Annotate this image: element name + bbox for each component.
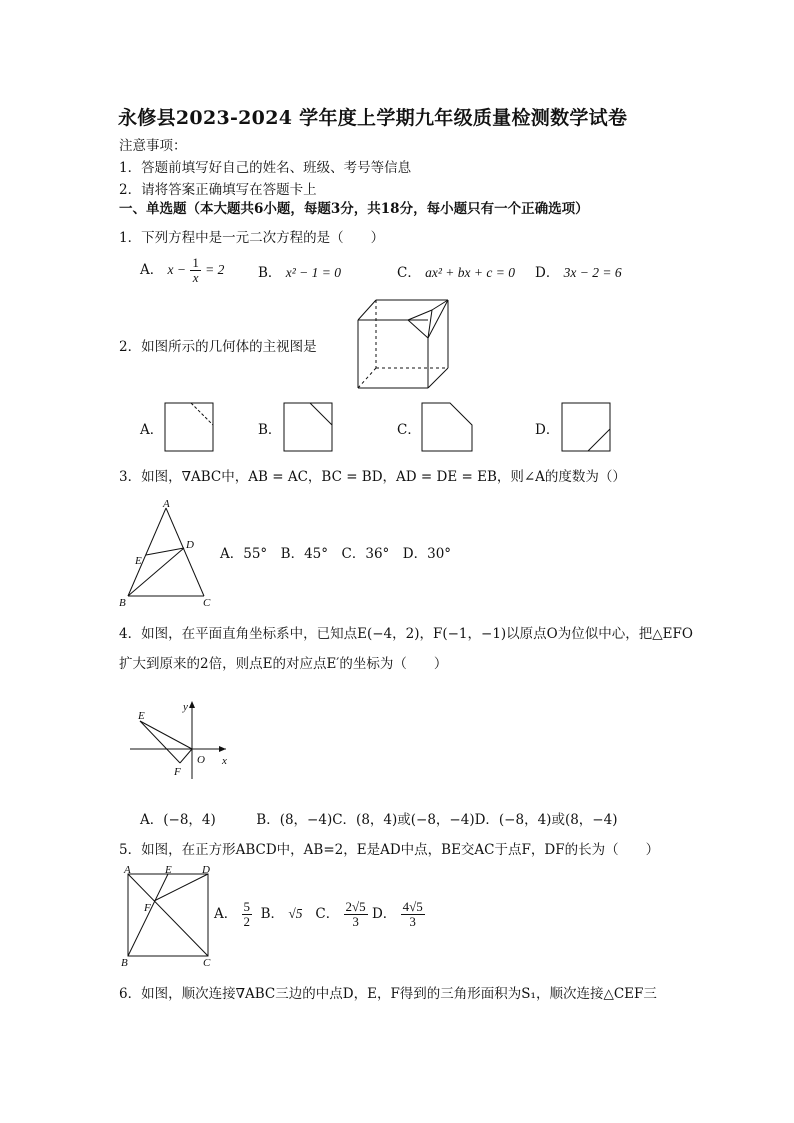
q2-option-d-figure: [561, 402, 613, 454]
q1-d-label: D．: [535, 265, 560, 281]
q5-label-f: F: [144, 902, 151, 914]
q3-options: A．55° B．45° C．36° D．30°: [220, 546, 452, 562]
q5-d-label: D．: [371, 906, 397, 922]
q5-a-denominator: 2: [243, 914, 251, 929]
q2-cut-top: [408, 310, 432, 320]
q1-a-label: A．: [140, 262, 164, 278]
notes-item-2: 2．请将答案正确填写在答题卡上: [119, 182, 317, 198]
q5-square-figure: [118, 864, 216, 970]
q1-b-label: B．: [258, 265, 282, 281]
q4-label-e: E: [138, 710, 145, 722]
q4-stem-line1: 4．如图，在平面直角坐标系中，已知点E(−4，2)，F(−1，−1)以原点O为位似中心，把△EFO: [119, 626, 693, 642]
q1-a-rhs: = 2: [205, 262, 225, 277]
q2-a-dashed-cut: [191, 403, 213, 425]
q5-stem: 5．如图，在正方形ABCD中，AB=2，E是AD中点，BE交AC于点F，DF的长为（ ）: [119, 842, 660, 858]
q4-stem-line2: 扩大到原来的2倍，则点E的对应点E′的坐标为（ ）: [119, 656, 448, 672]
q5-label-b: B: [121, 957, 128, 969]
q5-label-c: C: [203, 957, 211, 969]
q2-option-b-figure: [283, 402, 335, 454]
page-title: 永修县2023-2024 学年度上学期九年级质量检测数学试卷: [118, 107, 628, 129]
q3-stem: 3．如图，∇ABC中，AB = AC，BC = BD，AD = DE = EB，则∠A的度数为（）: [119, 469, 626, 485]
q5-options: [214, 900, 425, 929]
q5-c-numerator: 2√5: [345, 899, 366, 914]
q4-label-y: y: [183, 701, 188, 713]
q5-d-denominator: 3: [409, 914, 416, 929]
q3-label-e: E: [135, 555, 142, 567]
q4-x-arrow-icon: [219, 746, 226, 752]
q2-option-a-label: A．: [140, 422, 164, 438]
q3-segment-ed: [146, 548, 184, 555]
notes-item-1: 1．答题前填写好自己的姓名、班级、考号等信息: [119, 160, 412, 176]
q2-b-square: [284, 403, 332, 451]
q3-label-c: C: [203, 597, 211, 609]
q2-solid-figure: [352, 296, 452, 392]
q4-segment-eo: [140, 721, 192, 749]
q2-option-b-label: B．: [258, 422, 282, 438]
q5-a-numerator: 5: [243, 899, 251, 914]
q4-options: A．(−8，4) B．(8，−4)C．(8，4)或(−8，−4)D．(−8，4)或(8，−4): [140, 812, 618, 828]
q6-stem: 6．如图，顺次连接∇ABC三边的中点D，E，F得到的三角形面积为S₁，顺次连接△CEF三: [119, 986, 657, 1002]
q4-coordinate-figure: [126, 697, 236, 783]
q5-b-expr: √5: [288, 906, 303, 921]
q4-label-o: O: [197, 754, 205, 766]
section-1-header: 一、单选题（本大题共6小题，每题3分，共18分，每小题只有一个正确选项）: [119, 201, 589, 217]
q2-cut-front: [408, 320, 428, 338]
q2-stem: 2．如图所示的几何体的主视图是: [119, 339, 317, 355]
q2-hidden-diagonal: [358, 368, 376, 388]
q3-label-d: D: [186, 539, 194, 551]
q2-b-solid-cut: [310, 403, 332, 425]
q1-option-c: [397, 264, 515, 282]
q1-b-expr: x² − 1 = 0: [285, 265, 341, 280]
q2-option-c-figure: [421, 402, 475, 454]
q2-c-pentagon: [422, 403, 472, 451]
q3-side-ac: [166, 508, 204, 596]
q5-c-denominator: 3: [352, 914, 359, 929]
q5-diagonal-ac: [128, 874, 208, 956]
q1-a-numerator: 1: [192, 255, 199, 270]
q2-d-solid-cut: [588, 429, 610, 451]
q1-c-expr: ax² + bx + c = 0: [425, 265, 515, 280]
q1-stem: 1．下列方程中是一元二次方程的是（ ）: [119, 230, 385, 246]
q4-segment-fo: [180, 749, 192, 763]
q5-label-e: E: [165, 864, 172, 876]
q5-c-label: C．: [315, 906, 340, 922]
q4-label-f: F: [174, 766, 181, 778]
q1-d-expr: 3x − 2 = 6: [563, 265, 622, 280]
q2-top-left-edge: [358, 300, 376, 320]
notes-heading: 注意事项：: [119, 138, 187, 154]
q5-a-fraction: [242, 900, 253, 929]
q1-option-b: [258, 264, 341, 282]
q1-a-lhs: x −: [167, 262, 187, 277]
q3-label-a: A: [163, 498, 170, 510]
q2-option-c-label: C．: [397, 422, 421, 438]
q5-label-d: D: [202, 864, 210, 876]
q5-label-a: A: [124, 864, 131, 876]
q5-segment-be: [128, 874, 168, 956]
q4-y-arrow-icon: [189, 701, 195, 708]
q5-c-fraction: [344, 900, 368, 929]
q1-a-denominator: x: [192, 270, 199, 285]
q2-bottom-right-edge: [428, 368, 448, 388]
q4-segment-ef: [140, 721, 180, 763]
q2-option-d-label: D．: [535, 422, 560, 438]
q1-a-fraction: [190, 256, 201, 285]
q1-option-d: [535, 264, 622, 282]
q5-b-label: B．: [260, 906, 285, 922]
q2-d-square: [562, 403, 610, 451]
q1-option-a: [140, 256, 224, 285]
q4-label-x: x: [222, 755, 227, 767]
q2-a-square: [165, 403, 213, 451]
q5-segment-fd: [154, 874, 208, 901]
q1-c-label: C．: [397, 265, 421, 281]
q5-d-fraction: [401, 900, 425, 929]
q3-triangle-figure: [118, 498, 218, 610]
q5-a-label: A．: [214, 906, 238, 922]
q5-d-numerator: 4√5: [402, 899, 423, 914]
q3-label-b: B: [119, 597, 126, 609]
q2-option-a-figure: [164, 402, 216, 454]
